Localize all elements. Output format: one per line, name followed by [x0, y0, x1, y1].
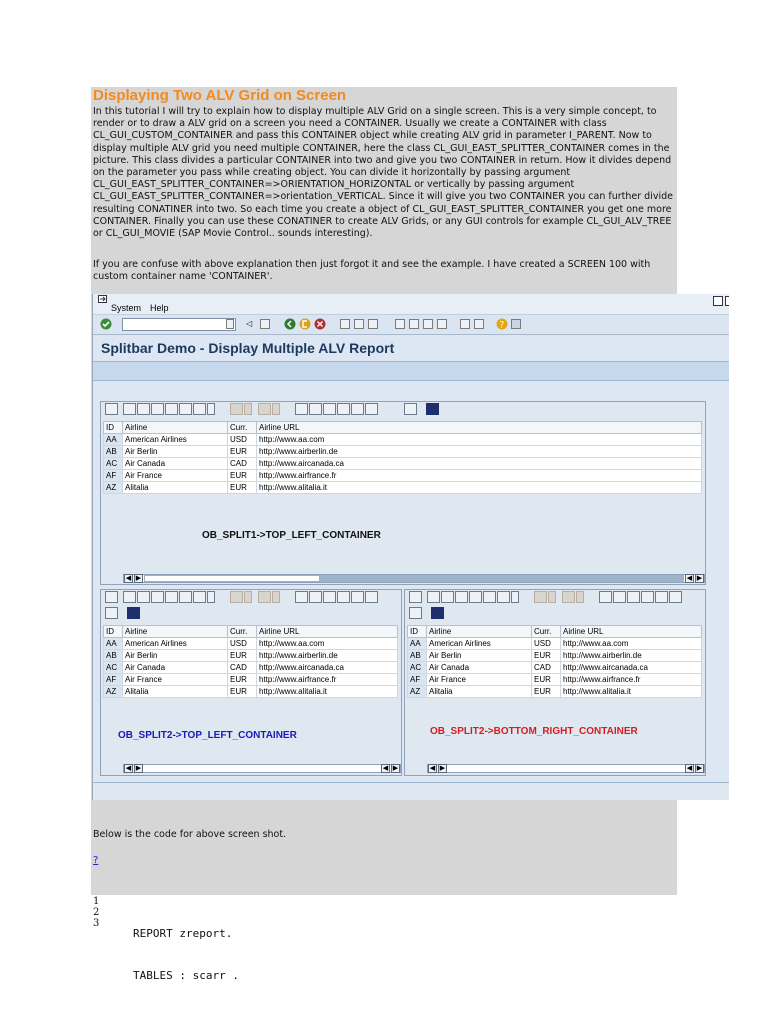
- scroll-right-icon[interactable]: ▶: [696, 765, 703, 772]
- column-header[interactable]: Curr.: [228, 626, 257, 638]
- cell-airline[interactable]: Air France: [427, 674, 532, 686]
- window-minimize-icon[interactable]: [713, 296, 723, 306]
- help-icon[interactable]: [496, 318, 508, 330]
- cell-currency[interactable]: USD: [228, 434, 257, 446]
- container-label-bottom-left: OB_SPLIT2->TOP_LEFT_CONTAINER: [118, 730, 297, 741]
- article-title: Displaying Two ALV Grid on Screen: [93, 87, 347, 104]
- sap-standard-toolbar: [93, 315, 729, 335]
- cell-url[interactable]: http://www.aa.com: [257, 434, 702, 446]
- cell-airline[interactable]: Air France: [123, 470, 228, 482]
- layout-arrow-icon[interactable]: [351, 403, 364, 415]
- cell-id[interactable]: AA: [104, 638, 123, 650]
- grid-pane-top: [100, 401, 706, 585]
- horizontal-scrollbar[interactable]: [123, 764, 401, 773]
- sap-menu-bar: [93, 294, 729, 315]
- cell-currency[interactable]: EUR: [532, 674, 561, 686]
- export-arrow-icon[interactable]: [627, 591, 640, 603]
- total-icon[interactable]: [230, 403, 243, 415]
- table-row[interactable]: [408, 662, 702, 674]
- cell-currency[interactable]: EUR: [532, 686, 561, 698]
- article-paragraph-2: If you are confuse with above explanation then just forgot it and see the example. I have created a SCREEN 100 with custom container name 'CONTAINER'.: [93, 259, 651, 283]
- create-session-icon[interactable]: [460, 319, 470, 329]
- sort-ascending-icon[interactable]: [123, 591, 136, 603]
- set-filter-icon[interactable]: [179, 591, 192, 603]
- export-icon[interactable]: [309, 403, 322, 415]
- next-page-icon[interactable]: [423, 319, 433, 329]
- cell-id[interactable]: AB: [104, 446, 123, 458]
- export-icon[interactable]: [309, 591, 322, 603]
- find-next-icon[interactable]: [368, 319, 378, 329]
- scrollbar-track[interactable]: [320, 575, 684, 582]
- grid-pane-bottom-left: [100, 589, 402, 776]
- table-row[interactable]: [104, 470, 702, 482]
- layout-arrow-icon[interactable]: [351, 591, 364, 603]
- last-page-icon[interactable]: [437, 319, 447, 329]
- cell-currency[interactable]: EUR: [228, 674, 257, 686]
- cell-currency[interactable]: USD: [532, 638, 561, 650]
- command-field[interactable]: [122, 318, 236, 331]
- info-icon[interactable]: [127, 607, 140, 619]
- filter-icon[interactable]: [441, 591, 454, 603]
- subtotal-arrow-icon[interactable]: [272, 591, 280, 603]
- cell-airline[interactable]: Air Canada: [427, 662, 532, 674]
- cell-id[interactable]: AA: [104, 434, 123, 446]
- column-header[interactable]: Airline: [123, 422, 228, 434]
- subtotal-arrow-icon[interactable]: [272, 403, 280, 415]
- subtotal-icon[interactable]: [258, 403, 271, 415]
- filter-dropdown-icon[interactable]: [193, 591, 206, 603]
- filter-arrow-icon[interactable]: [511, 591, 519, 603]
- cell-airline[interactable]: American Airlines: [123, 434, 228, 446]
- cell-id[interactable]: AC: [104, 458, 123, 470]
- table-row[interactable]: [408, 674, 702, 686]
- set-filter-icon[interactable]: [483, 591, 496, 603]
- table-row[interactable]: [104, 686, 398, 698]
- cell-url[interactable]: http://www.aircanada.ca: [257, 662, 398, 674]
- grid-view-icon[interactable]: [365, 591, 378, 603]
- history-back-icon[interactable]: ◁: [246, 319, 253, 328]
- cell-url[interactable]: http://www.alitalia.it: [561, 686, 702, 698]
- cell-airline[interactable]: Alitalia: [427, 686, 532, 698]
- view-source-link[interactable]: ?: [93, 855, 99, 866]
- cell-id[interactable]: AB: [104, 650, 123, 662]
- column-header[interactable]: Airline: [427, 626, 532, 638]
- subtotal-icon[interactable]: [562, 591, 575, 603]
- column-header[interactable]: ID: [104, 626, 123, 638]
- filter-dropdown-icon[interactable]: [193, 403, 206, 415]
- graphic-icon[interactable]: [404, 403, 417, 415]
- find-icon[interactable]: [151, 591, 164, 603]
- cell-url[interactable]: http://www.airfrance.fr: [561, 674, 702, 686]
- graphic-icon[interactable]: [409, 607, 422, 619]
- table-row[interactable]: [408, 638, 702, 650]
- filter-arrow-icon[interactable]: [207, 591, 215, 603]
- info-icon[interactable]: [426, 403, 439, 415]
- cell-airline[interactable]: American Airlines: [427, 638, 532, 650]
- grid-view-icon[interactable]: [669, 591, 682, 603]
- cell-airline[interactable]: Air Berlin: [123, 446, 228, 458]
- cell-currency[interactable]: EUR: [532, 650, 561, 662]
- column-header[interactable]: Airline URL: [257, 422, 702, 434]
- details-icon[interactable]: [409, 591, 422, 603]
- horizontal-scrollbar[interactable]: [123, 574, 705, 583]
- column-header[interactable]: Airline URL: [257, 626, 398, 638]
- table-row[interactable]: [104, 662, 398, 674]
- screen-title: Splitbar Demo - Display Multiple ALV Report: [101, 340, 395, 356]
- cell-url[interactable]: http://www.aa.com: [561, 638, 702, 650]
- table-row[interactable]: [104, 446, 702, 458]
- column-header[interactable]: ID: [104, 422, 123, 434]
- cell-airline[interactable]: Air Berlin: [427, 650, 532, 662]
- command-dropdown-icon[interactable]: [226, 319, 234, 329]
- cell-id[interactable]: AZ: [104, 482, 123, 494]
- total-icon[interactable]: [230, 591, 243, 603]
- cell-id[interactable]: AF: [104, 674, 123, 686]
- print-preview-icon[interactable]: [295, 591, 308, 603]
- cell-id[interactable]: AF: [104, 470, 123, 482]
- export-arrow-icon[interactable]: [323, 591, 336, 603]
- column-header[interactable]: Airline URL: [561, 626, 702, 638]
- set-filter-icon[interactable]: [179, 403, 192, 415]
- line-number: 3: [93, 918, 100, 929]
- code-line-numbers: [93, 896, 99, 929]
- subtotal-icon[interactable]: [258, 591, 271, 603]
- cell-url[interactable]: http://www.alitalia.it: [257, 686, 398, 698]
- graphic-icon[interactable]: [105, 607, 118, 619]
- enter-check-icon[interactable]: [100, 318, 112, 330]
- filter-icon[interactable]: [137, 403, 150, 415]
- cell-url[interactable]: http://www.airfrance.fr: [257, 674, 398, 686]
- container-label-bottom-right: OB_SPLIT2->BOTTOM_RIGHT_CONTAINER: [430, 726, 638, 737]
- window-maximize-icon[interactable]: [725, 296, 729, 306]
- cell-airline[interactable]: Alitalia: [123, 686, 228, 698]
- sap-screenshot: [92, 294, 729, 800]
- find-icon[interactable]: [151, 403, 164, 415]
- cell-currency[interactable]: CAD: [228, 458, 257, 470]
- status-bar: [93, 782, 729, 800]
- cell-url[interactable]: http://www.airberlin.de: [561, 650, 702, 662]
- below-caption: Below is the code for above screen shot.: [93, 829, 287, 840]
- total-arrow-icon[interactable]: [244, 591, 252, 603]
- find-next-icon[interactable]: [165, 591, 178, 603]
- cell-id[interactable]: AA: [408, 638, 427, 650]
- cell-url[interactable]: http://www.alitalia.it: [257, 482, 702, 494]
- cell-airline[interactable]: Air Canada: [123, 458, 228, 470]
- total-arrow-icon[interactable]: [548, 591, 556, 603]
- grid-pane-bottom-right: [404, 589, 706, 776]
- cell-currency[interactable]: EUR: [228, 482, 257, 494]
- menu-help[interactable]: Help: [150, 303, 169, 313]
- subtotal-arrow-icon[interactable]: [576, 591, 584, 603]
- filter-dropdown-icon[interactable]: [497, 591, 510, 603]
- table-row[interactable]: [104, 434, 702, 446]
- scroll-left-icon[interactable]: ◀: [429, 765, 436, 772]
- table-row[interactable]: [104, 482, 702, 494]
- article-paragraph-1: In this tutorial I will try to explain how to display multiple ALV Grid on a single screen. This is a very simple concept, to render or to draw a ALV grid on a screen you need a CONTAINER. Usually we create a CONTAINER with class CL_GUI_CUSTOM_CONTAINER and pass this CONTAINER object while creating ALV grid in parameter I_PARENT. Now to display multiple ALV grid you need multiple CONTAINER, here the class CL_GUI_EAST_SPLITTER_CONTAINER comes in the picture. This class divides a particular CONTAINER into two and give you two CONTAINER in return. How it divides depend on the parameter you pass while creating object. You can divide it horizontally by passing argument CL_GUI_EAST_SPLITTER_CONTAINER=>ORIENTATION_HORIZONTAL or vertically by passing argument CL_GUI_EAST_SPLITTER_CONTAINER=>orientation_VERTICAL. Since it will give you two CONTAINER you can further divide resulting CONATINER into two. So each time you create a object of CL_GUI_EAST_SPLITTER_CONTAINER you get one more CONTAINER. Finally you can use these CONATINER to create ALV Grids, or any GUI controls for example CL_GUI_ALV_TREE or CL_GUI_MOVIE (SAP Movie Control.. sounds interesting).: [93, 106, 673, 240]
- layout-icon[interactable]: [337, 591, 350, 603]
- print-preview-icon[interactable]: [295, 403, 308, 415]
- find-next-icon[interactable]: [165, 403, 178, 415]
- first-page-icon[interactable]: [395, 319, 405, 329]
- find-icon[interactable]: [455, 591, 468, 603]
- cell-currency[interactable]: EUR: [228, 686, 257, 698]
- cell-airline[interactable]: American Airlines: [123, 638, 228, 650]
- cell-id[interactable]: AB: [408, 650, 427, 662]
- scroll-right-icon[interactable]: ▶: [439, 765, 446, 772]
- table-row[interactable]: [104, 458, 702, 470]
- cell-currency[interactable]: EUR: [228, 470, 257, 482]
- svg-text:?: ?: [499, 320, 505, 330]
- total-arrow-icon[interactable]: [244, 403, 252, 415]
- find-icon[interactable]: [354, 319, 364, 329]
- sort-ascending-icon[interactable]: [427, 591, 440, 603]
- scroll-left-icon[interactable]: ◀: [686, 765, 693, 772]
- cell-url[interactable]: http://www.airberlin.de: [257, 446, 702, 458]
- table-row[interactable]: [104, 650, 398, 662]
- shortcut-icon[interactable]: [474, 319, 484, 329]
- alv-grid-top: [103, 421, 702, 494]
- scroll-right-icon[interactable]: ▶: [696, 575, 703, 582]
- application-toolbar: [93, 361, 729, 381]
- cell-id[interactable]: AZ: [408, 686, 427, 698]
- scroll-left-icon[interactable]: ◀: [686, 575, 693, 582]
- export-icon[interactable]: [613, 591, 626, 603]
- scroll-left-icon[interactable]: ◀: [125, 765, 132, 772]
- cell-currency[interactable]: EUR: [228, 650, 257, 662]
- layout-icon[interactable]: [641, 591, 654, 603]
- container-label-top-left: OB_SPLIT1->TOP_LEFT_CONTAINER: [202, 530, 381, 541]
- column-header[interactable]: ID: [408, 626, 427, 638]
- print-icon[interactable]: [340, 319, 350, 329]
- layout-menu-icon[interactable]: [511, 319, 521, 329]
- alv-grid-bottom-left: [103, 625, 398, 698]
- save-icon[interactable]: [260, 319, 270, 329]
- export-arrow-icon[interactable]: [323, 403, 336, 415]
- line-number: 2: [93, 907, 100, 918]
- table-row[interactable]: [104, 638, 398, 650]
- cell-url[interactable]: http://www.airfrance.fr: [257, 470, 702, 482]
- sort-ascending-icon[interactable]: [123, 403, 136, 415]
- column-header[interactable]: Curr.: [228, 422, 257, 434]
- code-line: TABLES : scarr .: [133, 969, 239, 982]
- alv-grid-bottom-right: [407, 625, 702, 698]
- exit-icon[interactable]: [299, 318, 311, 330]
- details-icon[interactable]: [105, 591, 118, 603]
- cell-airline[interactable]: Air France: [123, 674, 228, 686]
- cell-airline[interactable]: Alitalia: [123, 482, 228, 494]
- cell-airline[interactable]: Air Canada: [123, 662, 228, 674]
- code-block: [133, 899, 239, 997]
- filter-arrow-icon[interactable]: [207, 403, 215, 415]
- cell-url[interactable]: http://www.aa.com: [257, 638, 398, 650]
- menu-system[interactable]: System: [111, 303, 142, 313]
- layout-icon[interactable]: [337, 403, 350, 415]
- back-icon[interactable]: [284, 318, 296, 330]
- cell-id[interactable]: AZ: [104, 686, 123, 698]
- cell-url[interactable]: http://www.airberlin.de: [257, 650, 398, 662]
- scrollbar-thumb[interactable]: [144, 575, 320, 582]
- column-header[interactable]: Airline: [123, 626, 228, 638]
- scroll-left-icon[interactable]: ◀: [382, 765, 389, 772]
- scroll-right-icon[interactable]: ▶: [135, 765, 142, 772]
- column-header[interactable]: Curr.: [532, 626, 561, 638]
- details-icon[interactable]: [105, 403, 118, 415]
- info-icon[interactable]: [431, 607, 444, 619]
- cell-currency[interactable]: EUR: [228, 446, 257, 458]
- scroll-right-icon[interactable]: ▶: [135, 575, 142, 582]
- table-row[interactable]: [408, 650, 702, 662]
- cell-url[interactable]: http://www.aircanada.ca: [561, 662, 702, 674]
- cell-currency[interactable]: CAD: [532, 662, 561, 674]
- cancel-icon[interactable]: [314, 318, 326, 330]
- table-row[interactable]: [408, 686, 702, 698]
- cell-currency[interactable]: USD: [228, 638, 257, 650]
- print-preview-icon[interactable]: [599, 591, 612, 603]
- menu-entry-icon[interactable]: [98, 295, 108, 304]
- scroll-left-icon[interactable]: ◀: [125, 575, 132, 582]
- layout-arrow-icon[interactable]: [655, 591, 668, 603]
- cell-id[interactable]: AC: [408, 662, 427, 674]
- cell-airline[interactable]: Air Berlin: [123, 650, 228, 662]
- cell-id[interactable]: AF: [408, 674, 427, 686]
- cell-url[interactable]: http://www.aircanada.ca: [257, 458, 702, 470]
- cell-id[interactable]: AC: [104, 662, 123, 674]
- grid-view-icon[interactable]: [365, 403, 378, 415]
- line-number: 1: [93, 896, 100, 907]
- previous-page-icon[interactable]: [409, 319, 419, 329]
- scroll-right-icon[interactable]: ▶: [392, 765, 399, 772]
- total-icon[interactable]: [534, 591, 547, 603]
- code-line: REPORT zreport.: [133, 927, 233, 940]
- filter-icon[interactable]: [137, 591, 150, 603]
- cell-currency[interactable]: CAD: [228, 662, 257, 674]
- horizontal-scrollbar[interactable]: [427, 764, 705, 773]
- table-row[interactable]: [104, 674, 398, 686]
- find-next-icon[interactable]: [469, 591, 482, 603]
